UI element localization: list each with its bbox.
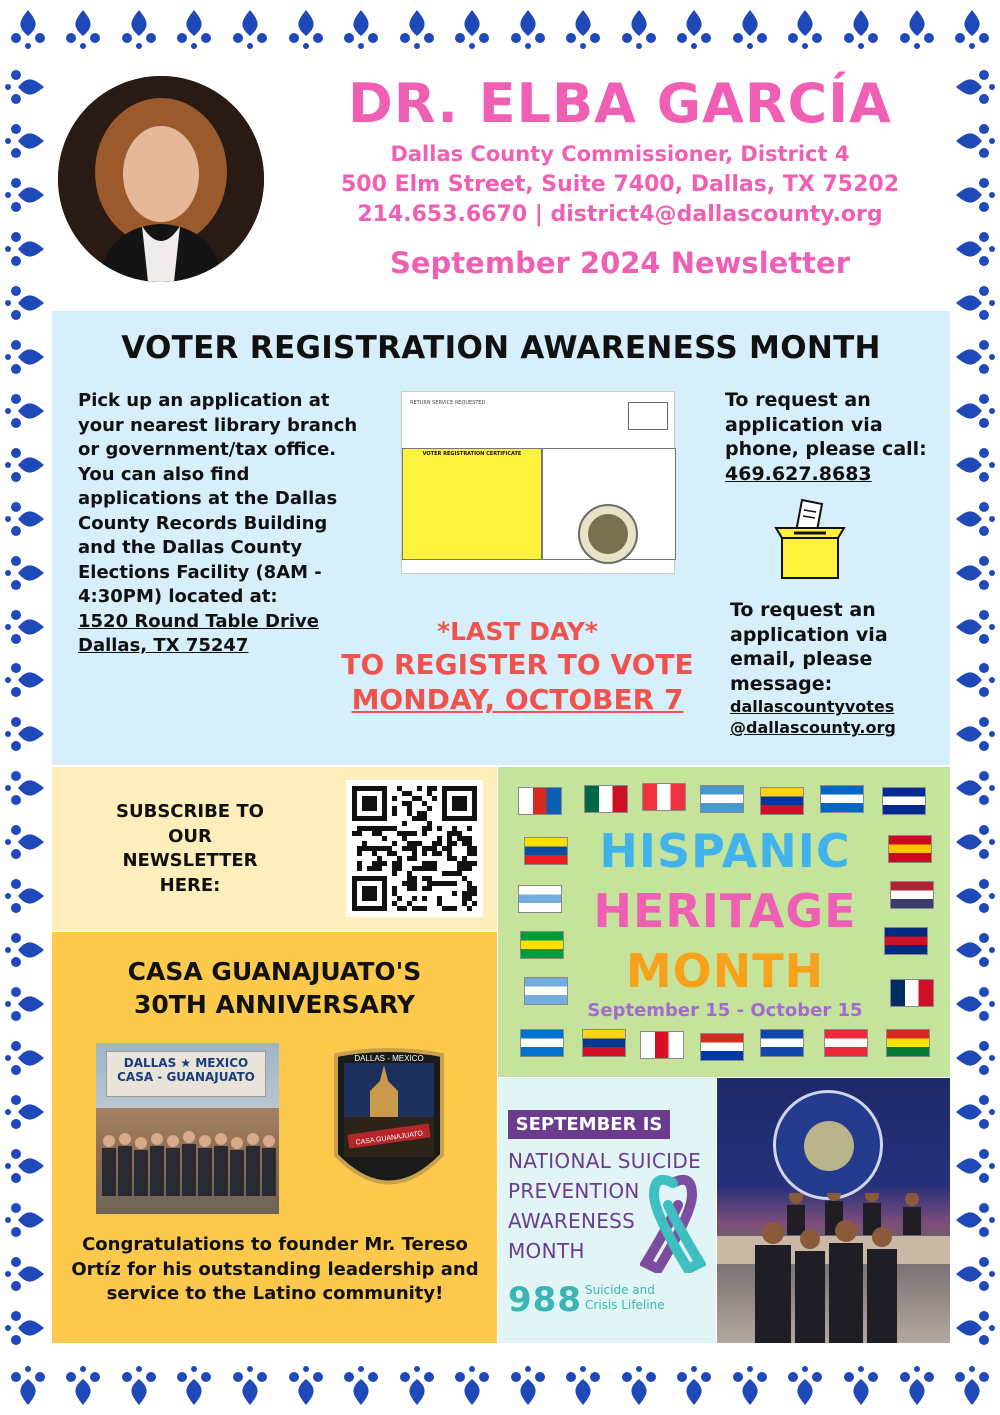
border-motif-icon	[952, 1198, 1000, 1242]
border-motif-icon	[952, 173, 1000, 217]
border-motif-icon	[952, 1252, 1000, 1296]
casa-sign-line1: DALLAS ★ MEXICO	[123, 1056, 249, 1070]
month-word: MONTH	[625, 944, 825, 998]
badge-bottom-text: CASA GUANAJUATO	[355, 1130, 424, 1147]
border-motif-icon	[952, 443, 1000, 487]
border-motif-icon	[672, 1361, 716, 1409]
contact-info[interactable]: 214.653.6670 | district4@dallascounty.org	[357, 202, 883, 227]
border-motif-icon	[6, 6, 50, 54]
border-motif-icon	[839, 1361, 883, 1409]
border-motif-icon	[952, 820, 1000, 864]
border-motif-icon	[0, 335, 48, 379]
casa-title	[52, 955, 497, 1021]
email-request-text: To request an application via email, please message:	[730, 599, 888, 695]
lifeline-number[interactable]: 988	[508, 1280, 582, 1320]
border-motif-icon	[0, 227, 48, 271]
border-motif-icon	[0, 497, 48, 541]
border-bottom	[0, 1355, 1000, 1415]
border-left	[0, 60, 48, 1355]
voter-instructions	[78, 389, 368, 659]
border-motif-icon	[117, 6, 161, 54]
last-day-notice	[330, 617, 705, 716]
suicide-line1: NATIONAL SUICIDE	[508, 1149, 702, 1173]
border-motif-icon	[0, 65, 48, 109]
awareness-ribbon-icon	[640, 1173, 706, 1273]
border-motif-icon	[0, 766, 48, 810]
country-flag-icon	[642, 783, 686, 811]
border-motif-icon	[0, 281, 48, 325]
border-motif-icon	[617, 6, 661, 54]
suicide-line3: AWARENESS	[508, 1209, 636, 1233]
border-motif-icon	[0, 389, 48, 433]
border-motif-icon	[506, 1361, 550, 1409]
border-motif-icon	[61, 1361, 105, 1409]
voter-instructions-text: Pick up an application at your nearest library branch or government/tax office. You can also find applications at the Dallas County Records Building and the Dallas County Elections Facility (8AM - 4:30PM) located at:	[78, 390, 358, 607]
lifeline-label	[585, 1283, 685, 1313]
phone-request	[725, 388, 935, 486]
lifeline-label-line1: Suicide and	[585, 1283, 655, 1297]
border-motif-icon	[895, 1361, 939, 1409]
country-flag-icon	[884, 927, 928, 955]
court-people	[717, 1193, 950, 1343]
ballot-box-icon	[770, 498, 850, 582]
country-flag-icon	[582, 1029, 626, 1057]
border-motif-icon	[952, 335, 1000, 379]
border-motif-icon	[895, 6, 939, 54]
cert-return-label: RETURN SERVICE REQUESTED	[410, 400, 486, 406]
phone-number-link[interactable]: 469.627.8683	[725, 462, 872, 485]
border-motif-icon	[395, 6, 439, 54]
casa-title-line2: 30TH ANNIVERSARY	[134, 990, 415, 1019]
country-flag-icon	[520, 1029, 564, 1057]
casa-group-photo	[96, 1043, 279, 1214]
subscribe-text: SUBSCRIBE TO OUR NEWSLETTER HERE:	[116, 801, 264, 896]
border-motif-icon	[0, 443, 48, 487]
country-flag-icon	[760, 787, 804, 815]
border-motif-icon	[952, 982, 1000, 1026]
hispanic-word: HISPANIC	[599, 824, 851, 878]
cert-yellow-form	[402, 448, 542, 560]
country-flag-icon	[882, 787, 926, 815]
border-motif-icon	[228, 1361, 272, 1409]
commissioner-portrait	[58, 76, 264, 282]
country-flag-icon	[824, 1029, 868, 1057]
cert-header: VOTER REGISTRATION CERTIFICATE	[422, 451, 522, 457]
border-motif-icon	[672, 6, 716, 54]
border-motif-icon	[952, 281, 1000, 325]
border-motif-icon	[0, 820, 48, 864]
september-is-badge: SEPTEMBER IS	[508, 1110, 670, 1139]
newsletter-title: September 2024 Newsletter	[390, 246, 850, 280]
country-flag-icon	[700, 785, 744, 813]
border-motif-icon	[952, 766, 1000, 810]
group-people	[96, 1126, 279, 1196]
commissioners-court-photo	[717, 1078, 950, 1343]
elections-address-line2[interactable]: Dallas, TX 75247	[78, 635, 249, 656]
casa-sign-line2: CASA - GUANAJUATO	[117, 1070, 255, 1084]
country-flag-icon	[820, 785, 864, 813]
suicide-line2: PREVENTION	[508, 1179, 640, 1203]
border-motif-icon	[0, 874, 48, 918]
border-motif-icon	[952, 551, 1000, 595]
office-address: 500 Elm Street, Suite 7400, Dallas, TX 75202	[340, 172, 900, 197]
commissioner-name: DR. ELBA GARCÍA	[348, 72, 892, 135]
border-top	[0, 0, 1000, 60]
border-motif-icon	[0, 551, 48, 595]
border-motif-icon	[0, 1144, 48, 1188]
border-motif-icon	[952, 1144, 1000, 1188]
border-motif-icon	[952, 1090, 1000, 1134]
last-day-subtitle: TO REGISTER TO VOTE	[341, 648, 694, 681]
casa-title-line1: CASA GUANAJUATO'S	[127, 957, 422, 986]
border-motif-icon	[952, 497, 1000, 541]
last-day-date: MONDAY, OCTOBER 7	[351, 683, 684, 716]
border-motif-icon	[839, 6, 883, 54]
border-motif-icon	[952, 227, 1000, 271]
border-motif-icon	[450, 1361, 494, 1409]
heritage-word: HERITAGE	[593, 884, 857, 938]
border-motif-icon	[0, 119, 48, 163]
border-motif-icon	[952, 389, 1000, 433]
border-motif-icon	[0, 928, 48, 972]
voter-registration-certificate-image	[401, 391, 675, 574]
border-motif-icon	[561, 6, 605, 54]
border-motif-icon	[0, 1036, 48, 1080]
border-motif-icon	[952, 712, 1000, 756]
qr-code[interactable]	[346, 780, 483, 917]
phone-request-text: To request an application via phone, please call:	[725, 389, 927, 460]
border-motif-icon	[952, 658, 1000, 702]
country-flag-icon	[584, 785, 628, 813]
border-motif-icon	[617, 1361, 661, 1409]
border-motif-icon	[6, 1361, 50, 1409]
border-motif-icon	[783, 6, 827, 54]
country-flag-icon	[890, 881, 934, 909]
elections-address-line1[interactable]: 1520 Round Table Drive	[78, 610, 319, 632]
country-flag-icon	[520, 931, 564, 959]
last-day-label: *LAST DAY*	[437, 617, 598, 646]
border-motif-icon	[950, 6, 994, 54]
border-motif-icon	[728, 1361, 772, 1409]
border-motif-icon	[952, 119, 1000, 163]
border-motif-icon	[0, 1306, 48, 1350]
email-link-line2[interactable]: @dallascounty.org	[730, 718, 896, 737]
country-flag-icon	[886, 1029, 930, 1057]
casa-building-sign	[106, 1051, 266, 1097]
country-flag-icon	[640, 1031, 684, 1059]
border-motif-icon	[0, 1198, 48, 1242]
border-motif-icon	[506, 6, 550, 54]
border-motif-icon	[0, 1252, 48, 1296]
border-right	[952, 60, 1000, 1355]
voter-section-title: VOTER REGISTRATION AWARENESS MONTH	[121, 330, 881, 366]
badge-top-text: DALLAS - MEXICO	[354, 1054, 424, 1063]
border-motif-icon	[0, 658, 48, 702]
email-link-line1[interactable]: dallascountyvotes	[730, 697, 895, 716]
border-motif-icon	[339, 1361, 383, 1409]
suicide-line4: MONTH	[508, 1239, 585, 1263]
border-motif-icon	[284, 6, 328, 54]
border-motif-icon	[952, 1306, 1000, 1350]
border-motif-icon	[61, 6, 105, 54]
country-flag-icon	[888, 835, 932, 863]
border-motif-icon	[783, 1361, 827, 1409]
border-motif-icon	[952, 874, 1000, 918]
border-motif-icon	[172, 1361, 216, 1409]
country-flag-icon	[890, 979, 934, 1007]
border-motif-icon	[0, 1090, 48, 1134]
commissioner-title: Dallas County Commissioner, District 4	[390, 142, 850, 166]
border-motif-icon	[952, 65, 1000, 109]
cert-postage-box	[628, 402, 668, 430]
country-flag-icon	[518, 885, 562, 913]
county-seal-icon	[578, 504, 638, 564]
border-motif-icon	[0, 712, 48, 756]
border-motif-icon	[561, 1361, 605, 1409]
border-motif-icon	[117, 1361, 161, 1409]
heritage-dates: September 15 - October 15	[587, 1000, 863, 1021]
country-flag-icon	[760, 1029, 804, 1057]
border-motif-icon	[952, 1036, 1000, 1080]
border-motif-icon	[172, 6, 216, 54]
border-motif-icon	[728, 6, 772, 54]
border-motif-icon	[228, 6, 272, 54]
email-request	[730, 598, 940, 738]
border-motif-icon	[0, 982, 48, 1026]
country-flag-icon	[524, 837, 568, 865]
casa-guanajuato-badge	[330, 1045, 448, 1215]
border-motif-icon	[950, 1361, 994, 1409]
country-flag-icon	[524, 977, 568, 1005]
border-motif-icon	[952, 605, 1000, 649]
dallas-county-seal-icon	[773, 1090, 883, 1200]
country-flag-icon	[518, 787, 562, 815]
border-motif-icon	[952, 928, 1000, 972]
casa-congrats-text: Congratulations to founder Mr. Tereso Ortíz for his outstanding leadership and service to the Latino community!	[71, 1234, 479, 1304]
border-motif-icon	[450, 6, 494, 54]
border-motif-icon	[395, 1361, 439, 1409]
border-motif-icon	[0, 173, 48, 217]
lifeline-label-line2: Crisis Lifeline	[585, 1298, 665, 1312]
border-motif-icon	[284, 1361, 328, 1409]
border-motif-icon	[0, 605, 48, 649]
country-flag-icon	[700, 1033, 744, 1061]
border-motif-icon	[339, 6, 383, 54]
